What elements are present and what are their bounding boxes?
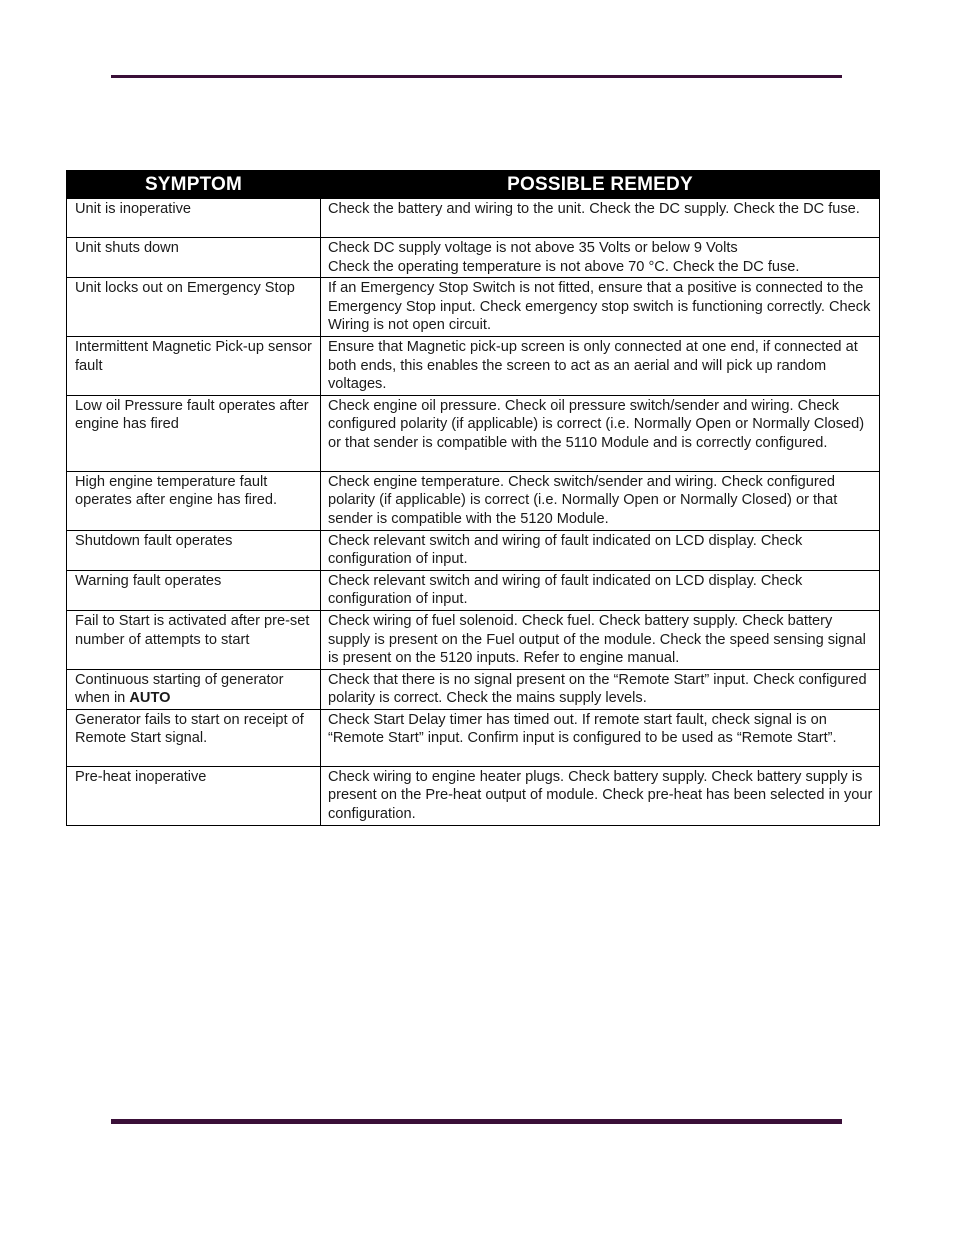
header-rule	[111, 75, 842, 78]
symptom-cell: Fail to Start is activated after pre-set number of attempts to start	[67, 610, 321, 669]
table-header-row	[67, 171, 880, 199]
remedy-cell: Check wiring to engine heater plugs. Check battery supply. Check battery supply is present on the Pre-heat output of module. Check pre-heat has been selected in your configuration.	[321, 766, 880, 825]
remedy-cell: Check the battery and wiring to the unit. Check the DC supply. Check the DC fuse.	[321, 199, 880, 238]
symptom-cell: Low oil Pressure fault operates after engine has fired	[67, 395, 321, 471]
table-row	[67, 669, 880, 709]
auto-mode-label: AUTO	[129, 690, 171, 707]
table-row	[67, 530, 880, 570]
remedy-cell: Check wiring of fuel solenoid. Check fuel. Check battery supply. Check battery supply is present on the Fuel output of the module. Check the speed sensing signal is present on the 5120 inputs. Refer to engine manual.	[321, 610, 880, 669]
remedy-cell: Check relevant switch and wiring of fault indicated on LCD display. Check configuration of input.	[321, 570, 880, 610]
symptom-cell	[67, 669, 321, 709]
remedy-cell: If an Emergency Stop Switch is not fitted, ensure that a positive is connected to the Emergency Stop input. Check emergency stop switch is functioning correctly. Check Wiring is not open circuit.	[321, 278, 880, 337]
symptom-cell: Unit is inoperative	[67, 199, 321, 238]
remedy-cell: Check that there is no signal present on the “Remote Start” input. Check configured polarity is correct. Check the mains supply levels.	[321, 669, 880, 709]
table-row	[67, 238, 880, 278]
symptom-cell: Unit shuts down	[67, 238, 321, 278]
remedy-line: Check the operating temperature is not above 70 °C. Check the DC fuse.	[328, 258, 800, 275]
remedy-cell: Check Start Delay timer has timed out. If remote start fault, check signal is on “Remote Start” input. Confirm input is configured to be used as “Remote Start”.	[321, 709, 880, 766]
symptom-cell: Shutdown fault operates	[67, 530, 321, 570]
header-possible-remedy: POSSIBLE REMEDY	[321, 171, 880, 199]
symptom-cell: Warning fault operates	[67, 570, 321, 610]
remedy-line: Check DC supply voltage is not above 35 Volts or below 9 Volts	[328, 240, 738, 256]
table-row	[67, 610, 880, 669]
footer-rule	[111, 1119, 842, 1124]
table-row	[67, 395, 880, 471]
header-symptom: SYMPTOM	[67, 171, 321, 199]
remedy-cell: Check engine oil pressure. Check oil pressure switch/sender and wiring. Check configured polarity (if applicable) is correct (i.e. Normally Open or Normally Closed) or that sender is compatible with the 5110 Module and is correctly configured.	[321, 395, 880, 471]
remedy-cell	[321, 238, 880, 278]
table-row	[67, 570, 880, 610]
table-row	[67, 766, 880, 825]
table-row	[67, 336, 880, 395]
symptom-cell: Intermittent Magnetic Pick-up sensor fault	[67, 336, 321, 395]
troubleshooting-table	[66, 170, 880, 826]
symptom-cell: High engine temperature fault operates after engine has fired.	[67, 471, 321, 530]
remedy-cell: Check engine temperature. Check switch/sender and wiring. Check configured polarity (if applicable) is correct (i.e. Normally Open or Normally Closed) or that sender is compatible with the 5120 Module.	[321, 471, 880, 530]
table-row	[67, 709, 880, 766]
symptom-cell: Generator fails to start on receipt of Remote Start signal.	[67, 709, 321, 766]
remedy-cell: Ensure that Magnetic pick-up screen is only connected at one end, if connected at both ends, this enables the screen to act as an aerial and will pick up random voltages.	[321, 336, 880, 395]
table-row	[67, 471, 880, 530]
symptom-cell: Pre-heat inoperative	[67, 766, 321, 825]
remedy-cell: Check relevant switch and wiring of fault indicated on LCD display. Check configuration of input.	[321, 530, 880, 570]
table-row	[67, 278, 880, 337]
table-row	[67, 199, 880, 238]
symptom-text: Continuous starting of generator when in	[75, 671, 284, 707]
symptom-cell: Unit locks out on Emergency Stop	[67, 278, 321, 337]
